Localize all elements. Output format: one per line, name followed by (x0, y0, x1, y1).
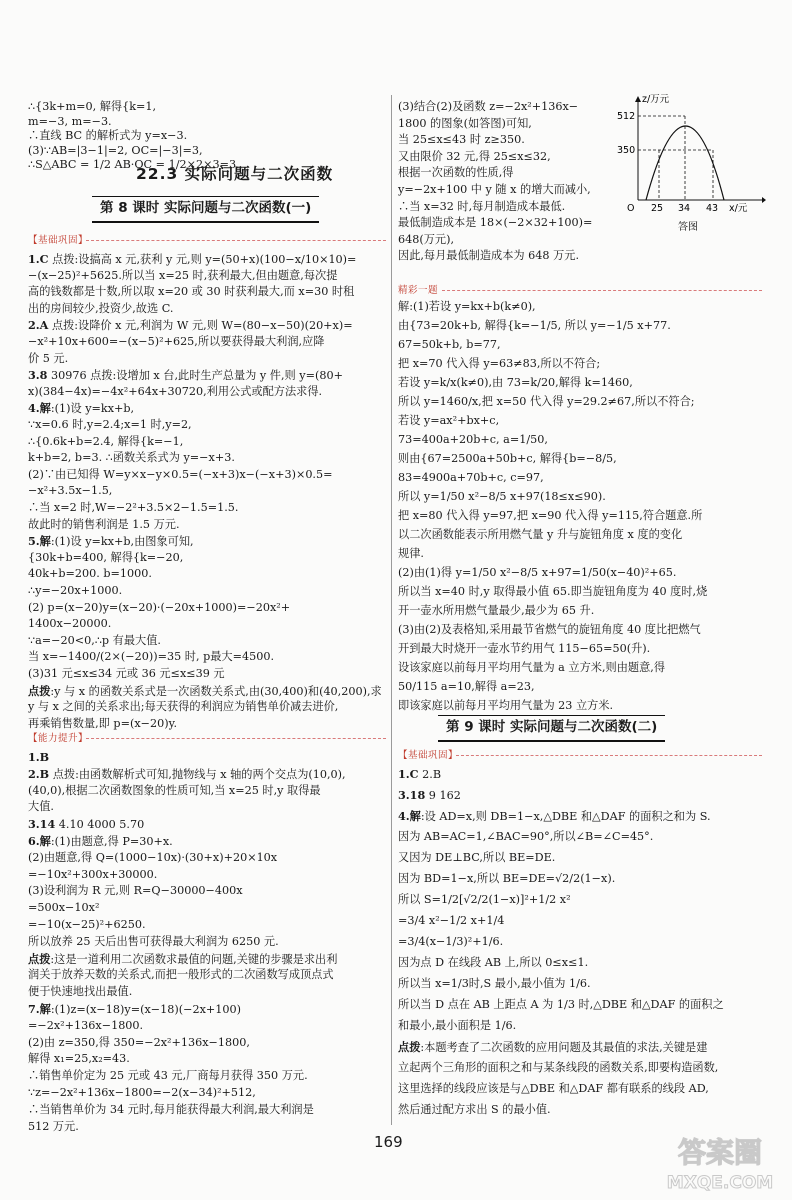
text-line: ∵z=−2x²+136x−1800=−2(x−34)²+512, (28, 1086, 256, 1099)
answer-lead: 4.解 (28, 401, 51, 416)
text-line: 开到最大时烧开一壶水节约用气 115−65=50(升). (398, 642, 651, 655)
tag-rule (86, 738, 386, 739)
figure-caption: 答图 (678, 222, 698, 233)
answer-lead: 点拨 (28, 951, 51, 966)
text-line: 7.解:(1)z=(x−18)y=(x−18)(−2x+100) (28, 1002, 242, 1016)
answer-lead: 3.8 (28, 368, 48, 383)
text-line: 1.C 点拨:设搞高 x 元,获利 y 元,则 y=(50+x)(100−x/10×10)= (28, 252, 357, 266)
text-line: {30k+b=400, 解得{k=−20, (28, 550, 184, 564)
text-line: 由{73=20k+b, 解得{k=−1/5, 所以 y=−1/5 x+77. (398, 319, 671, 332)
text-line: 648(万元), (398, 232, 455, 246)
text-line: y 与 x 之间的关系求出;每天获得的利润应为销售单价减去进价, (28, 700, 339, 714)
text-line: 把 x=70 代入得 y=63≠83,所以不符合; (398, 357, 601, 370)
text-line: (2)由 z=350,得 350=−2x²+136x−1800, (28, 1035, 250, 1049)
text-line: 开一壶水所用燃气量最少,最少为 65 升. (398, 604, 595, 617)
figure-xtick-43: 43 (706, 203, 719, 214)
text-line: =3/4 x²−1/2 x+1/4 (398, 914, 505, 927)
answer-lead: 点拨 (28, 683, 51, 698)
text-line: 当 25≤x≤43 时 z≥350. (398, 133, 525, 147)
text-line: 当 x=−1400/(2×(−20))=35 时, p最大=4500. (28, 650, 275, 664)
lesson-9-title: 第 9 课时 实际问题与二次函数(二) (438, 717, 665, 740)
text-line: ∵a=−20<0,∴p 有最大值. (28, 633, 161, 647)
text-line: 3.18 9 162 (398, 788, 461, 802)
tag-highlight: 精彩一题 (398, 285, 439, 296)
figure-origin: O (627, 203, 635, 214)
text-line: −x²+3.5x−1.5, (28, 484, 113, 498)
text-line: 所以 y=1460/x,把 x=50 代入得 y=29.2≠67,所以不符合; (398, 395, 695, 408)
tag-rule (456, 755, 762, 756)
text-line: 5.解:(1)设 y=kx+b,由图象可知, (28, 534, 194, 549)
column-divider (391, 95, 392, 1125)
text-line: 若设 y=ax²+bx+c, (398, 414, 500, 427)
text-line: 然后通过配方求出 S 的最小值. (398, 1103, 551, 1116)
tag-basic-1: 【基础巩固】 (28, 235, 89, 246)
text-line: 50/115 a=10,解得 a=23, (398, 680, 535, 693)
figure-ylabel: z/万元 (642, 94, 670, 105)
answer-lead: 1.C (28, 252, 49, 266)
figure-xtick-34: 34 (678, 203, 691, 214)
text-line: 2.B 点拨:由函数解析式可知,抛物线与 x 轴的两个交点为(10,0), (28, 766, 346, 781)
text-line: =−10x²+300x+30000. (28, 867, 158, 881)
text-line: k+b=2, b=3. ∴函数关系式为 y=−x+3. (28, 451, 235, 465)
text-line: ∴S△ABC = 1/2 AB·OC = 1/2×2×3=3. (28, 158, 240, 171)
text-line: 以二次函数能表示所用燃气量 y 升与旋钮角度 x 度的变化 (398, 528, 683, 541)
answer-lead: 7.解 (28, 1002, 51, 1016)
text-line: (3)31 元≤x≤34 元或 36 元≤x≤39 元 (28, 667, 225, 680)
text-line: (40,0),根据二次函数图象的性质可知,当 x=25 时,y 取得最 (28, 783, 321, 797)
text-line: 40k+b=200. b=1000. (28, 567, 152, 581)
text-line: ∵x=0.6 时,y=2.4;x=1 时,y=2, (28, 418, 192, 431)
text-line: 因为点 D 在线段 AB 上,所以 0≤x≤1. (398, 956, 589, 969)
text-line: 6.解:(1)由题意,得 P=30+x. (28, 834, 173, 848)
text-line: 设该家庭以前每月平均用气量为 a 立方米,则由题意,得 (398, 661, 666, 674)
tag-rule (442, 290, 762, 291)
text-line: 规律. (398, 547, 424, 560)
text-line: (2) p=(x−20)y=(x−20)·(−20x+1000)=−20x²+ (28, 600, 291, 614)
tag-basic-2: 【基础巩固】 (398, 750, 459, 761)
answer-lead: 4.解 (398, 809, 421, 823)
text-line: 立起两个三角形的面积之和与某条线段的函数关系,即要构造函数, (398, 1061, 719, 1074)
text-line: ∴{0.6k+b=2.4, 解得{k=−1, (28, 434, 184, 448)
text-line: 512 万元. (28, 1119, 79, 1133)
text-line: (3)结合(2)及函数 z=−2x²+136x− (398, 100, 579, 113)
answer-lead: 6.解 (28, 834, 51, 848)
text-line: −(x−25)²+5625.所以当 x=25 时,获利最大,但由题意,每次提 (28, 268, 338, 282)
text-line: (3)由(2)及表格知,采用最节省燃气的旋钮角度 40 度比把燃气 (398, 623, 701, 636)
text-line: m=−3, m=−3. (28, 114, 112, 128)
text-line: 73=400a+20b+c, a=1/50, (398, 433, 548, 446)
text-line: 出的房间较少,投资少,故选 C. (28, 301, 174, 315)
figure-ytick-350: 350 (617, 145, 636, 156)
text-line: 4.解:设 AD=x,则 DB=1−x,△DBE 和△DAF 的面积之和为 S. (398, 809, 711, 823)
text-line: 4.解:(1)设 y=kx+b, (28, 401, 135, 416)
answer-lead: 3.14 (28, 817, 56, 832)
section-title: 22.3 实际问题与二次函数 (136, 165, 334, 183)
answer-lead: 2.A (28, 318, 49, 333)
figure-xtick-25: 25 (651, 203, 664, 214)
text-line: =3/4(x−1/3)²+1/6. (398, 935, 504, 948)
text-line: =−2x²+136x−1800. (28, 1018, 144, 1032)
text-line: 3.14 4.10 4000 5.70 (28, 817, 145, 832)
text-line: y=−2x+100 中 y 随 x 的增大而减小, (398, 183, 591, 196)
text-line: 解:(1)若设 y=kx+b(k≠0), (398, 300, 536, 313)
page-number: 169 (374, 1133, 403, 1151)
text-line: (3)∵AB=|3−1|=2, OC=|−3|=3, (28, 143, 203, 157)
text-line: 大值. (28, 800, 54, 814)
figure-ytick-512: 512 (617, 111, 636, 122)
text-line: 所以放养 25 天后出售可获得最大利润为 6250 元. (28, 934, 279, 948)
text-line: 点拨:y 与 x 的函数关系式是一次函数关系式,由(30,400)和(40,200),求 (28, 683, 382, 698)
text-line: 2.A 点拨:设降价 x 元,利润为 W 元,则 W=(80−x−50)(20+x)= (28, 318, 353, 333)
watermark-logo (650, 1130, 790, 1196)
text-line: 67=50k+b, b=77, (398, 338, 501, 351)
text-line: 83=4900a+70b+c, c=97, (398, 471, 544, 484)
text-line: (2)∵由已知得 W=y×x−y×0.5=(−x+3)x−(−x+3)×0.5= (28, 467, 333, 481)
text-line: 所以 S=1/2[√2/2(1−x)]²+1/2 x² (398, 893, 571, 906)
text-line: (3)设利润为 R 元,则 R=Q−30000−400x (28, 884, 243, 898)
watermark-line2: MXQE.COM (666, 1173, 774, 1193)
text-line: 因为 AB=AC=1,∠BAC=90°,所以∠B=∠C=45°. (398, 830, 654, 843)
text-line: 所以当 D 点在 AB 上距点 A 为 1/3 时,△DBE 和△DAF 的面积之 (398, 998, 724, 1011)
answer-lead: 3.18 (398, 788, 426, 802)
text-line: 则由{67=2500a+50b+c, 解得{b=−8/5, (398, 452, 617, 465)
text-line: 点拨:这是一道利用二次函数求最值的问题,关键的步骤是求出利 (28, 951, 338, 966)
text-line: 再乘销售数量,即 p=(x−20)y. (28, 716, 177, 730)
text-line: ∴{3k+m=0, 解得{k=1, (28, 100, 157, 113)
text-line: 1.C 2.B (398, 767, 442, 781)
watermark-line1: 答案圈 (677, 1136, 763, 1169)
text-line: ∴y=−20x+1000. (28, 584, 123, 597)
text-line: 因为 BD=1−x,所以 BE=DE=√2/2(1−x). (398, 872, 616, 885)
lesson-8-title: 第 8 课时 实际问题与二次函数(一) (92, 198, 319, 221)
text-line: 润关于放养天数的关系式,而把一般形式的二次函数写成顶点式 (28, 968, 334, 982)
text-line: 因此,每月最低制造成本为 648 万元. (398, 249, 580, 263)
text-line: =500x−10x² (28, 901, 100, 915)
text-line: ∴当 x=2 时,W=−2²+3.5×2−1.5=1.5. (28, 501, 239, 514)
text-line: (2)由题意,得 Q=(1000−10x)·(30+x)+20×10x (28, 850, 278, 864)
text-line: =−10(x−25)²+6250. (28, 918, 146, 931)
answer-lead: 5.解 (28, 534, 51, 549)
text-line: 高的钱数都是十数,所以取 x=20 或 30 时获利最大,而 x=30 时租 (28, 285, 355, 299)
text-line: 故此时的销售利润是 1.5 万元. (28, 517, 180, 531)
text-line: −x²+10x+600=−(x−5)²+625,所以要获得最大利润,应降 (28, 335, 325, 348)
text-line: 3.8 30976 点拨:设增加 x 台,此时生产总量为 y 件,则 y=(80+ (28, 368, 343, 383)
text-line: 解得 x₁=25,x₂=43. (28, 1052, 130, 1066)
text-line: ∴销售单价定为 25 元或 43 元,厂商每月获得 350 万元. (28, 1069, 308, 1083)
answer-lead: 1.C (398, 767, 419, 781)
text-line: ∴当销售单价为 34 元时,每月能获得最大利润,最大利润是 (28, 1102, 314, 1116)
parabola-figure (616, 92, 766, 242)
answer-lead: 2.B (28, 766, 50, 781)
tag-rule (86, 240, 386, 241)
text-line: 把 x=80 代入得 y=97,把 x=90 代入得 y=115,符合题意.所 (398, 509, 703, 522)
text-line: 和最小,最小面积是 1/6. (398, 1019, 517, 1032)
text-line: 点拨:本题考查了二次函数的应用问题及其最值的求法,关键是建 (398, 1040, 708, 1054)
text-line: 根据一次函数的性质,得 (398, 166, 514, 180)
answer-lead: 1.B (28, 750, 50, 764)
text-line: 1800 的图象(如答图)可知, (398, 116, 532, 130)
text-line: 即该家庭以前每月平均用气量为 23 立方米. (398, 699, 614, 712)
text-line: 所以当 x=40 时,y 取得最小值 65.即当旋钮角度为 40 度时,烧 (398, 585, 708, 598)
text-line: 若设 y=k/x(k≠0),由 73=k/20,解得 k=1460, (398, 376, 633, 389)
figure-xlabel: x/元 (729, 203, 748, 214)
text-line: 所以当 x=1/3时,S 最小,最小值为 1/6. (398, 977, 591, 990)
text-line: 价 5 元. (28, 351, 69, 365)
text-line: 这里选择的线段应该是与△DBE 和△DAF 都有联系的线段 AD, (398, 1082, 709, 1095)
text-line: 最低制造成本是 18×(−2×32+100)= (398, 216, 593, 230)
tag-ability: 【能力提升】 (28, 733, 89, 744)
text-line: x)(384−4x)=−4x²+64x+30720,利用公式或配方法求得. (28, 384, 323, 398)
text-line: 便于快速地找出最值. (28, 985, 133, 999)
text-line: (2)由(1)得 y=1/50 x²−8/5 x+97=1/50(x−40)²+65. (398, 566, 677, 579)
text-line: 又因为 DE⊥BC,所以 BE=DE. (398, 851, 556, 864)
text-line: 所以 y=1/50 x²−8/5 x+97(18≤x≤90). (398, 490, 606, 503)
text-line: 又由限价 32 元,得 25≤x≤32, (398, 149, 551, 163)
answer-lead: 点拨 (398, 1040, 421, 1054)
text-line: ∴直线 BC 的解析式为 y=x−3. (28, 129, 188, 142)
text-line: ∴当 x=32 时,每月制造成本最低. (398, 199, 566, 213)
text-line: 1400x−20000. (28, 617, 112, 631)
